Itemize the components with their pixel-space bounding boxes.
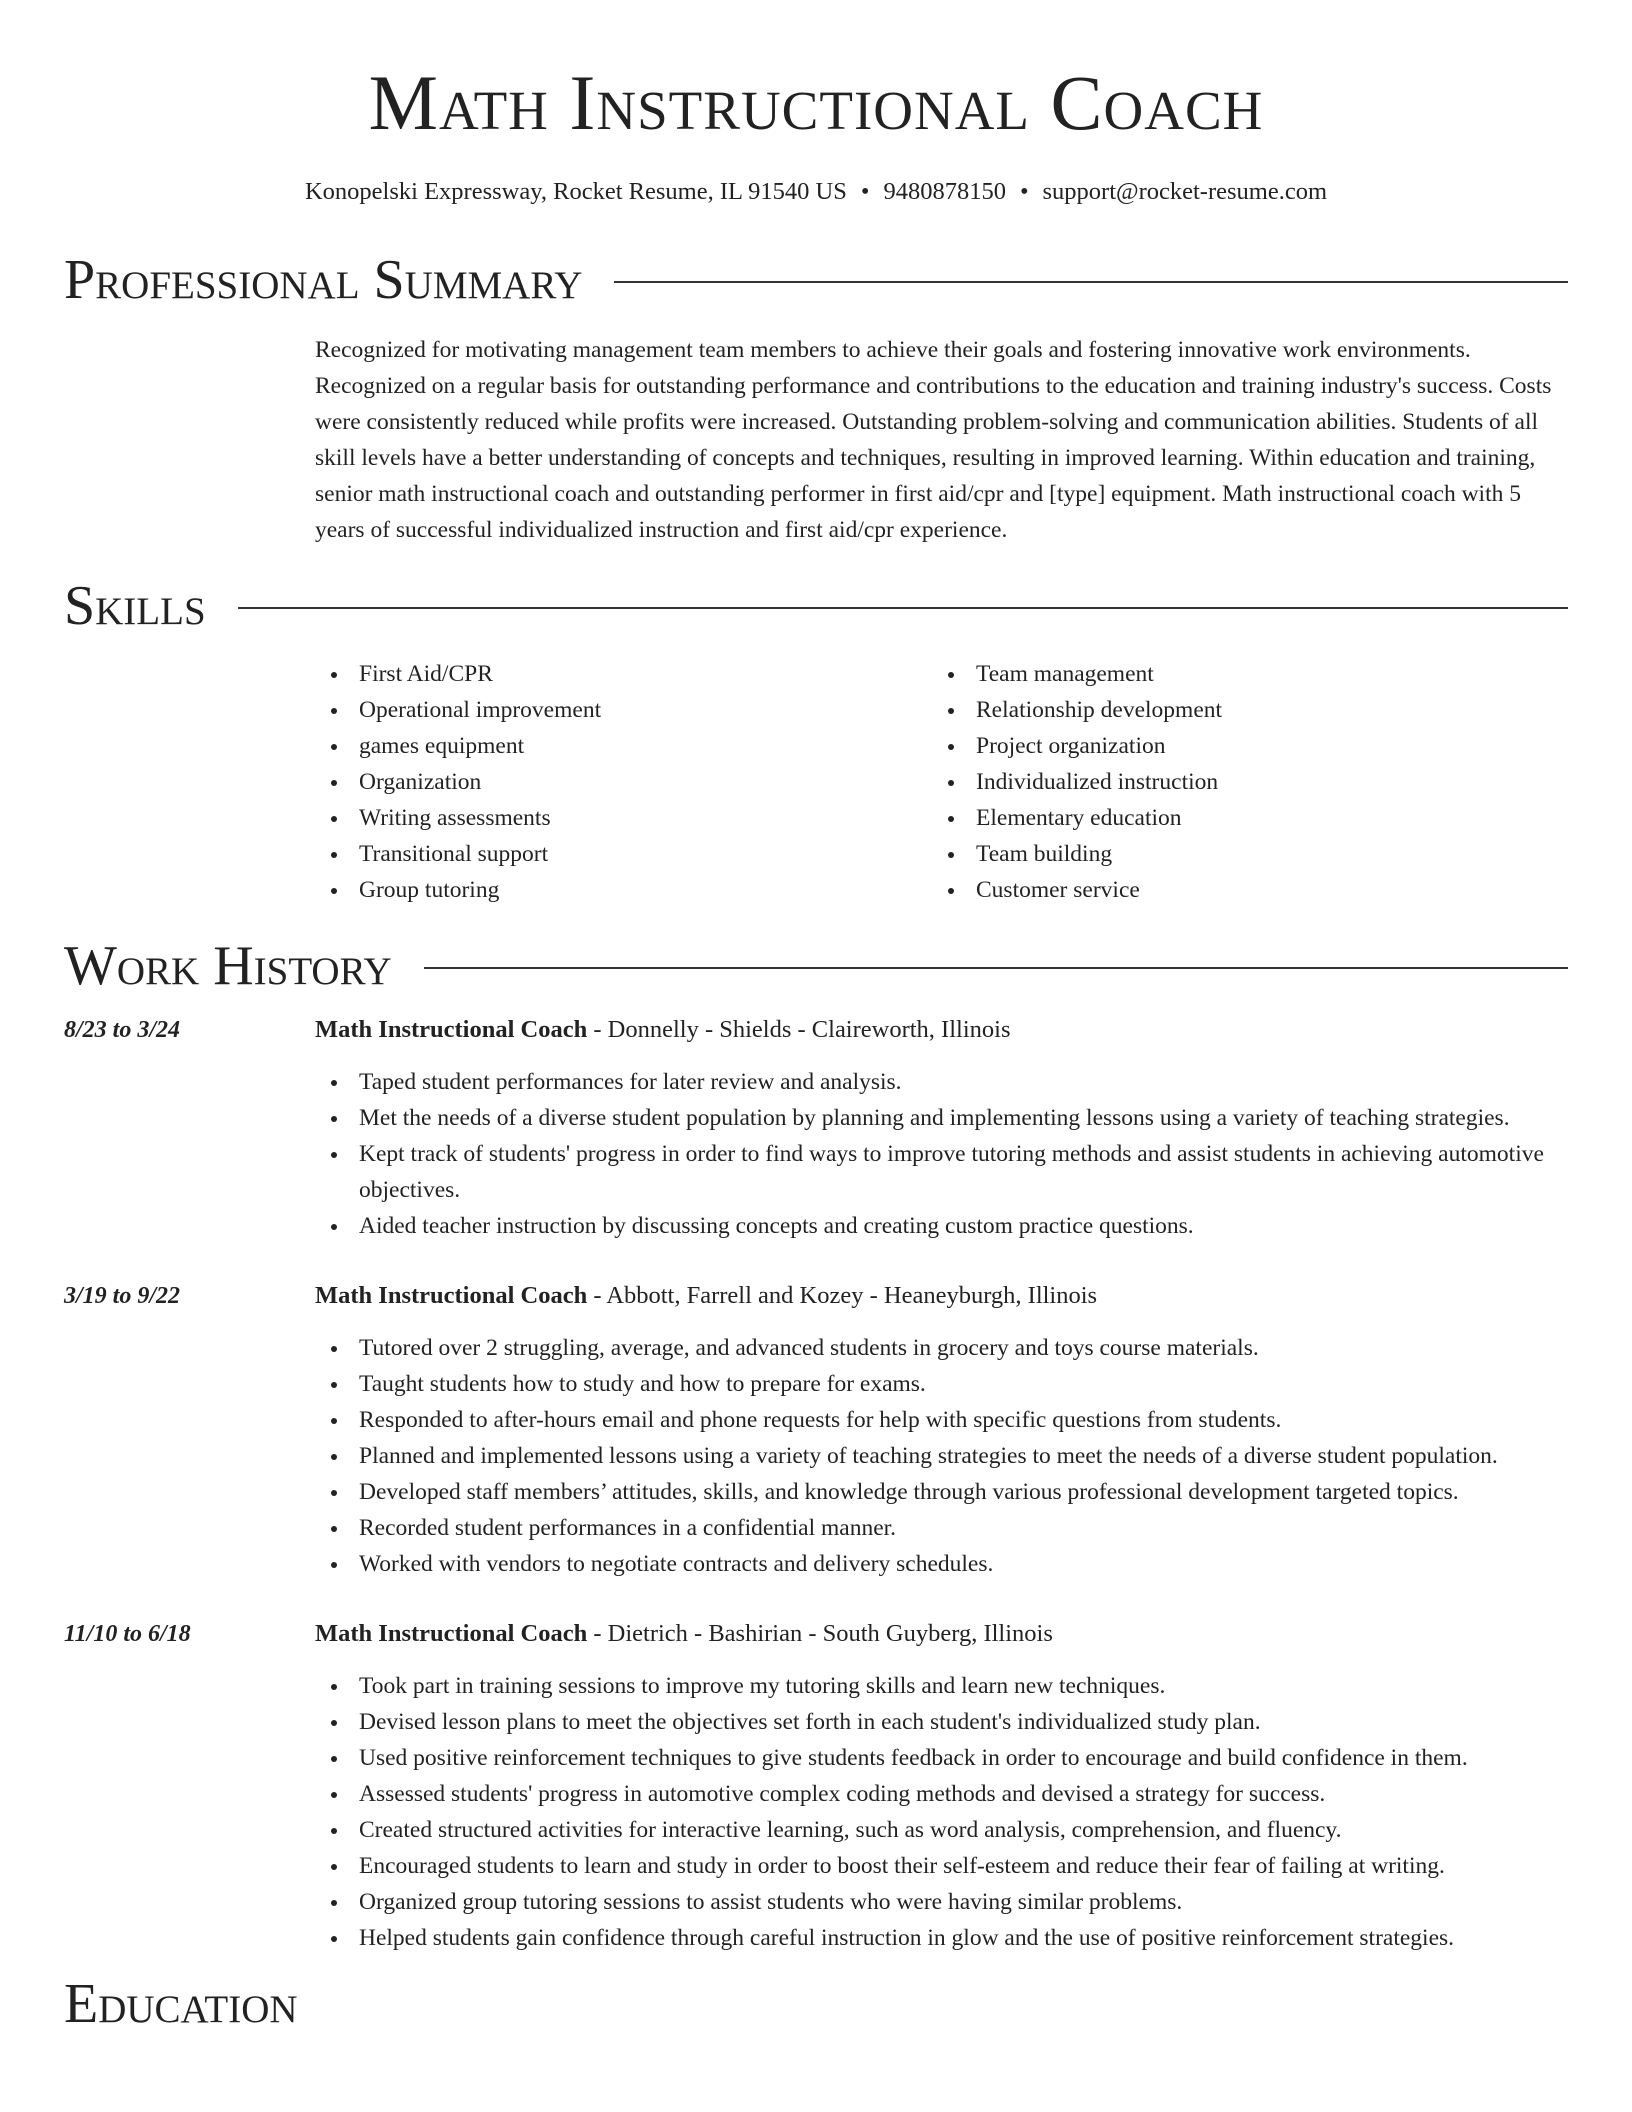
skill-item: Transitional support — [315, 836, 932, 872]
job-dates: 3/19 to 9/22 — [64, 1283, 181, 1309]
skill-item: Individualized instruction — [932, 764, 1549, 800]
work-history-list — [64, 1012, 1568, 1956]
contact-address: Konopelski Expressway, Rocket Resume, IL 91540 US — [304, 178, 847, 205]
work-section-header — [64, 935, 1568, 997]
job-title: Math Instructional Coach — [315, 1620, 588, 1647]
skills-section-header — [64, 575, 1568, 637]
section-divider — [238, 607, 1568, 609]
job-bullet: Encouraged students to learn and study in order to boost their self-esteem and reduce their fear of failing at writing. — [315, 1848, 1568, 1884]
skill-item: Elementary education — [932, 800, 1549, 836]
job-bullet: Organized group tutoring sessions to assist students who were having similar problems. — [315, 1884, 1568, 1920]
job-bullets — [315, 1064, 1568, 1244]
skill-item: Organization — [315, 764, 932, 800]
contact-separator: • — [860, 178, 870, 205]
skill-item: First Aid/CPR — [315, 656, 932, 692]
job-detail — [315, 1616, 1568, 1956]
skill-item: Group tutoring — [315, 872, 932, 908]
job-bullet: Tutored over 2 struggling, average, and advanced students in grocery and toys course materials. — [315, 1330, 1568, 1366]
skill-item: Project organization — [932, 728, 1549, 764]
job-bullet: Used positive reinforcement techniques to give students feedback in order to encourage and build confidence in them. — [315, 1740, 1568, 1776]
job-bullet: Took part in training sessions to improve my tutoring skills and learn new techniques. — [315, 1668, 1568, 1704]
job-bullet: Planned and implemented lessons using a variety of teaching strategies to meet the needs of a diverse student population. — [315, 1438, 1568, 1474]
resume-title: Math Instructional Coach — [368, 59, 1264, 146]
job-entry — [64, 1278, 1568, 1582]
skills-list — [315, 656, 1568, 908]
job-bullets — [315, 1330, 1568, 1582]
job-entry — [64, 1012, 1568, 1244]
contact-email: support@rocket-resume.com — [1042, 178, 1328, 205]
job-detail — [315, 1278, 1568, 1582]
job-company: - Dietrich - Bashirian - South Guyberg, Illinois — [587, 1620, 1053, 1647]
job-bullets — [315, 1668, 1568, 1956]
job-bullet: Responded to after-hours email and phone requests for help with specific questions from students. — [315, 1402, 1568, 1438]
skill-item: Operational improvement — [315, 692, 932, 728]
job-title: Math Instructional Coach — [315, 1016, 588, 1043]
summary-text: Recognized for motivating management team members to achieve their goals and fostering innovative work environments. Recognized on a regular basis for outstanding performance and contributions to the education and training industry's success. Costs were consistently reduced while profits were increased. Outstanding problem-solving and communication abilities. Students of all skill levels have a better understanding of concepts and techniques, resulting in improved learning. Within education and training, senior math instructional coach and outstanding performer in first aid/cpr and [type] equipment. Math instructional coach with 5 years of successful individualized instruction and first aid/cpr experience. — [315, 337, 1552, 543]
skill-item: Team building — [932, 836, 1549, 872]
job-bullet: Kept track of students' progress in order to find ways to improve tutoring methods and assist students in achieving automotive objectives. — [315, 1136, 1568, 1208]
job-bullet: Worked with vendors to negotiate contracts and delivery schedules. — [315, 1546, 1568, 1582]
summary-section-header — [64, 249, 1568, 311]
job-bullet: Taped student performances for later review and analysis. — [315, 1064, 1568, 1100]
job-header — [315, 1012, 1568, 1048]
job-company: - Donnelly - Shields - Claireworth, Illinois — [587, 1016, 1011, 1043]
job-bullet: Assessed students' progress in automotive complex coding methods and devised a strategy for success. — [315, 1776, 1568, 1812]
job-bullet: Recorded student performances in a confidential manner. — [315, 1510, 1568, 1546]
job-bullet: Created structured activities for interactive learning, such as word analysis, comprehension, and fluency. — [315, 1812, 1568, 1848]
skills-column-left — [315, 656, 932, 908]
job-entry — [64, 1616, 1568, 1956]
skills-column-right — [932, 656, 1549, 908]
job-bullet: Taught students how to study and how to prepare for exams. — [315, 1366, 1568, 1402]
job-header — [315, 1278, 1568, 1314]
job-dates: 11/10 to 6/18 — [64, 1621, 191, 1647]
job-detail — [315, 1012, 1568, 1244]
job-title: Math Instructional Coach — [315, 1282, 588, 1309]
job-dates: 8/23 to 3/24 — [64, 1017, 181, 1043]
job-header — [315, 1616, 1568, 1652]
contact-phone: 9480878150 — [883, 178, 1006, 205]
contact-line — [64, 178, 1568, 206]
skills-heading: Skills — [64, 575, 206, 637]
job-bullet: Helped students gain confidence through careful instruction in glow and the use of positive reinforcement strategies. — [315, 1920, 1568, 1956]
job-company: - Abbott, Farrell and Kozey - Heaneyburgh, Illinois — [587, 1282, 1098, 1309]
education-heading: Education — [64, 1973, 298, 2035]
skill-item: Team management — [932, 656, 1549, 692]
job-bullet: Met the needs of a diverse student population by planning and implementing lessons using a variety of teaching strategies. — [315, 1100, 1568, 1136]
contact-separator: • — [1019, 178, 1029, 205]
education-section-header — [64, 1973, 1568, 2035]
section-divider — [424, 967, 1568, 969]
job-bullet: Aided teacher instruction by discussing concepts and creating custom practice questions. — [315, 1208, 1568, 1244]
skill-item: Writing assessments — [315, 800, 932, 836]
skill-item: Relationship development — [932, 692, 1549, 728]
skill-item: Customer service — [932, 872, 1549, 908]
skill-item: games equipment — [315, 728, 932, 764]
job-bullet: Developed staff members’ attitudes, skills, and knowledge through various professional development targeted topics. — [315, 1474, 1568, 1510]
job-bullet: Devised lesson plans to meet the objectives set forth in each student's individualized study plan. — [315, 1704, 1568, 1740]
work-heading: Work History — [64, 935, 392, 997]
section-divider — [614, 281, 1568, 283]
summary-heading: Professional Summary — [64, 249, 583, 311]
